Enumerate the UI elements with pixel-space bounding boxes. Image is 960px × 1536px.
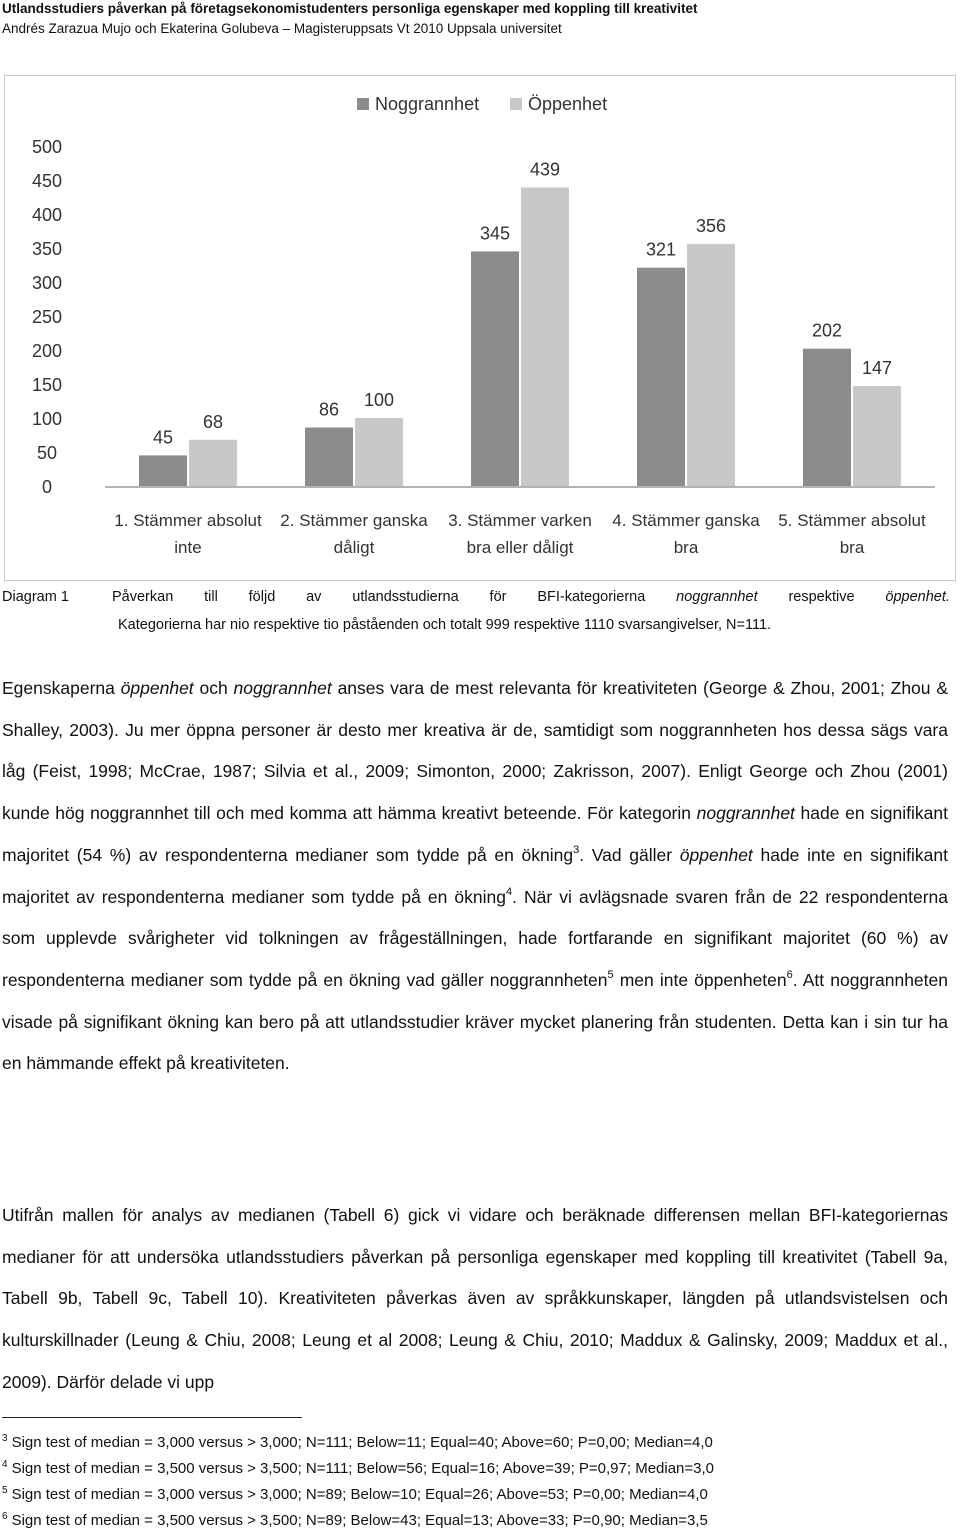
x-tick-label: bra eller dåligt — [466, 538, 574, 557]
footnote-text: Sign test of median = 3,000 versus > 3,000; N=111; Below=11; Equal=40; Above=60; P=0,00; Median=4,0 — [11, 1434, 713, 1451]
caption-label: Diagram 1 — [2, 589, 69, 605]
page-header — [2, 0, 952, 37]
paragraph-emphasis: noggrannhet — [233, 678, 332, 698]
x-tick-label: 2. Stämmer ganska — [280, 511, 428, 530]
figure-caption — [2, 585, 950, 637]
paragraph-text: . Vad gäller — [579, 844, 680, 865]
footnote-number: 3 — [2, 1433, 8, 1444]
y-tick-label: 150 — [31, 375, 63, 395]
paragraph-1 — [2, 668, 948, 1085]
caption-word: till — [204, 589, 218, 605]
x-tick-label: 5. Stämmer absolut — [778, 511, 926, 530]
paragraph-text: hade inte en signifikant majoritet av respondenterna medianer som tydde på en ökning — [2, 844, 948, 907]
footnote-ref[interactable]: 5 — [607, 968, 614, 981]
bar — [687, 244, 735, 486]
x-tick-label: bra — [839, 538, 865, 557]
footnote — [2, 1430, 952, 1456]
bar — [853, 386, 901, 486]
footnote-number: 4 — [2, 1459, 8, 1470]
paragraph-text: . När vi avlägsnade svaren från de 22 respondenterna som upplevde svårigheter vid tolkningen av frågeställningen, hade fortfarande en signifikant majoritet (60 %) av respondenterna medianer som tydde på en ökning vad gäller noggrannheten — [2, 886, 948, 990]
paragraph-text: men inte öppenheten — [613, 969, 787, 990]
caption-word: BFI-kategorierna — [537, 589, 646, 605]
paragraph-text: och — [193, 678, 234, 698]
legend-label: Öppenhet — [528, 94, 608, 114]
footnote — [2, 1508, 952, 1534]
y-tick-label: 0 — [41, 477, 53, 497]
footnote-text: Sign test of median = 3,500 versus > 3,500; N=89; Below=43; Equal=13; Above=33; P=0,90; Median=3,5 — [11, 1512, 708, 1529]
caption-word: utlandsstudierna — [352, 589, 459, 605]
paragraph-2: Utifrån mallen för analys av medianen (Tabell 6) gick vi vidare och beräknade differensen mellan BFI-kategoriernas medianer för att undersöka utlandsstudiers påverkan på personliga egenskaper med koppling till kreativitet (Tabell 9a, Tabell 9b, Tabell 9c, Tabell 10). Kreativiteten påverkas även av språkkunskaper, längden på utlandsvistelsen och kulturskillnader (Leung & Chiu, 2008; Leung et al 2008; Leung & Chiu, 2010; Maddux & Galinsky, 2009; Maddux et al., 2009). Därför delade vi upp — [2, 1205, 948, 1392]
legend-swatch — [510, 98, 522, 110]
footnote — [2, 1456, 952, 1482]
y-tick-label: 200 — [31, 341, 63, 361]
paragraph-text: hade en signifikant majoritet (54 %) av respondenterna medianer som tydde på en ökning — [2, 803, 948, 865]
x-tick-label: bra — [673, 538, 699, 557]
bar — [355, 418, 403, 486]
data-label: 356 — [695, 215, 727, 236]
caption-line-2: Kategorierna har nio respektive tio påståenden och totalt 999 respektive 1110 svarsangivelser, N=111. — [118, 617, 772, 633]
bar — [189, 440, 237, 486]
y-tick-label: 400 — [31, 205, 63, 225]
x-tick-label: 3. Stämmer varken — [448, 511, 592, 530]
data-label: 86 — [318, 399, 340, 420]
footnote-number: 5 — [2, 1485, 8, 1496]
y-tick-label: 300 — [31, 273, 63, 293]
caption-word: av — [306, 589, 322, 605]
caption-emphasis: noggrannhet — [676, 589, 758, 605]
caption-word: för — [489, 589, 507, 605]
bar — [139, 455, 187, 486]
paragraph-text: . Att noggrannheten visade på signifikant ökning kan bero på att utlandsstudier kräver mycket planering från studenten. Detta kan i sin tur ha en hämmande effekt på kreativiteten. — [2, 969, 948, 1074]
bar — [305, 428, 353, 486]
caption-word: följd — [248, 589, 276, 605]
x-tick-label: inte — [174, 538, 202, 557]
footnote-text: Sign test of median = 3,500 versus > 3,500; N=111; Below=56; Equal=16; Above=39; P=0,97; Median=3,0 — [11, 1460, 715, 1477]
x-tick-label: 4. Stämmer ganska — [612, 511, 760, 530]
y-tick-label: 350 — [31, 239, 63, 259]
caption-text — [112, 585, 950, 609]
data-label: 321 — [645, 239, 677, 260]
bar — [637, 268, 685, 486]
paragraph-text: anses vara de mest relevanta för kreativiteten (George & Zhou, 2001; Zhou & Shalley, 2003). Ju mer öppna personer är desto mer kreativa är de, samtidigt som noggrannheten hos dessa sägs vara låg (Feist, 1998; McCrae, 1987; Silvia et al., 2009; Simonton, 2000; Zakrisson, 2007). Enligt George och Zhou (2001) kunde hög noggrannhet till och med komma att hämma kreativt beteende. För kategorin — [2, 678, 948, 824]
y-tick-label: 500 — [31, 137, 63, 157]
paragraph-emphasis: öppenhet — [120, 678, 194, 698]
data-label: 345 — [479, 223, 511, 244]
data-label: 100 — [363, 390, 395, 410]
data-label: 45 — [152, 427, 174, 448]
y-tick-label: 450 — [31, 171, 63, 191]
caption-word: respektive — [788, 589, 855, 605]
bar-chart-svg — [5, 76, 955, 580]
bar — [521, 187, 569, 486]
data-label: 202 — [811, 320, 843, 341]
y-tick-label: 50 — [36, 443, 58, 463]
y-tick-label: 100 — [31, 409, 63, 429]
document-authors: Andrés Zarazua Mujo och Ekaterina Golubeva – Magisteruppsats Vt 2010 Uppsala universitet — [2, 21, 562, 36]
data-label: 68 — [202, 411, 224, 432]
bar — [471, 251, 519, 486]
footnote-text: Sign test of median = 3,000 versus > 3,000; N=89; Below=10; Equal=26; Above=53; P=0,00; Median=4,0 — [11, 1486, 708, 1503]
footnote-ref[interactable]: 3 — [573, 843, 580, 856]
paragraph-emphasis: öppenhet — [679, 844, 753, 865]
footnote-divider — [2, 1417, 302, 1418]
data-label: 439 — [529, 159, 561, 180]
legend-swatch — [357, 98, 369, 110]
legend-label: Noggrannhet — [375, 94, 480, 114]
footnotes — [2, 1430, 952, 1534]
footnote-ref[interactable]: 6 — [786, 968, 793, 981]
bar — [803, 349, 851, 486]
caption-emphasis: öppenhet. — [885, 589, 950, 605]
y-tick-label: 250 — [31, 307, 63, 327]
footnote-ref[interactable]: 4 — [505, 885, 513, 898]
bar-chart — [4, 75, 956, 581]
paragraph-emphasis: noggrannhet — [696, 803, 795, 824]
document-title: Utlandsstudiers påverkan på företagsekonomistudenters personliga egenskaper med koppling till kreativitet — [2, 1, 698, 16]
x-tick-label: dåligt — [333, 538, 375, 557]
footnote-number: 6 — [2, 1511, 8, 1522]
footnote — [2, 1482, 952, 1508]
caption-word: Påverkan — [112, 589, 174, 605]
paragraph-text: Egenskaperna — [2, 678, 121, 698]
data-label: 147 — [861, 358, 893, 379]
x-tick-label: 1. Stämmer absolut — [114, 511, 262, 530]
